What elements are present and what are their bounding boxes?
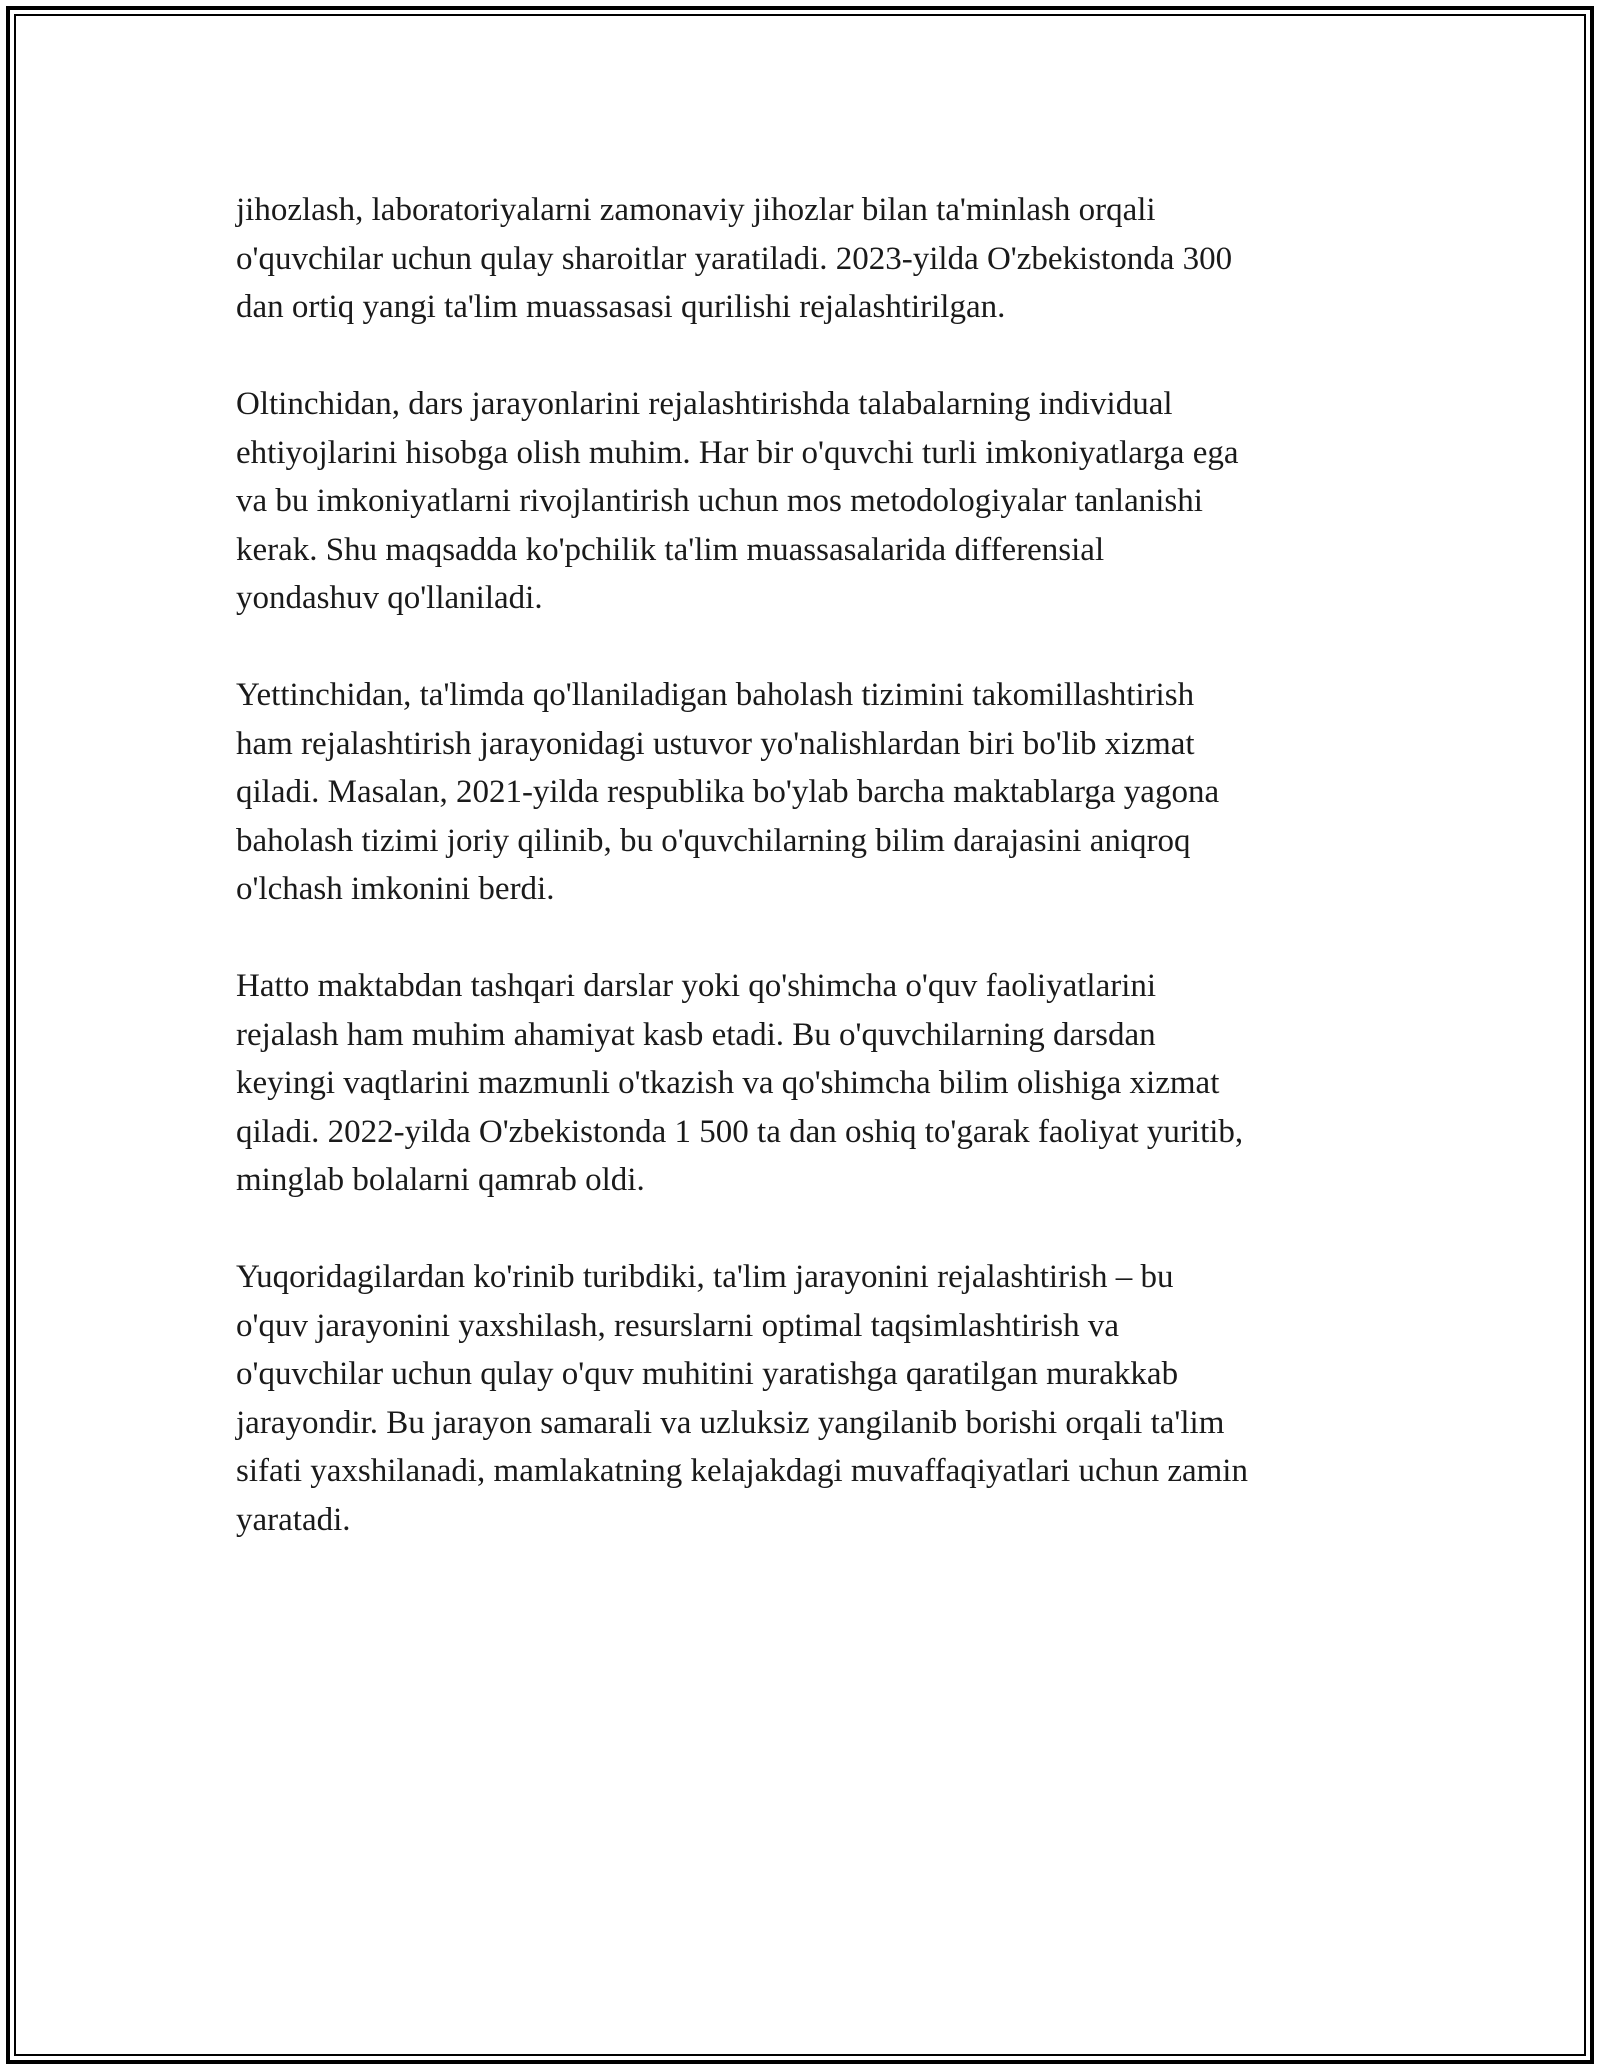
paragraph bbox=[236, 671, 1386, 914]
document-body bbox=[236, 186, 1386, 1593]
text-line: keyingi vaqtlarini mazmunli o'tkazish va qo'shimcha bilim olishiga xizmat bbox=[236, 1065, 1220, 1101]
text-line: sifati yaxshilanadi, mamlakatning kelajakdagi muvaffaqiyatlari uchun zamin bbox=[236, 1453, 1248, 1489]
text-line: dan ortiq yangi ta'lim muassasasi qurilishi rejalashtirilgan. bbox=[236, 289, 1006, 325]
text-line: qiladi. 2022-yilda O'zbekistonda 1 500 ta dan oshiq to'garak faoliyat yuritib, bbox=[236, 1113, 1244, 1150]
text-line: o'quvchilar uchun qulay sharoitlar yaratiladi. 2023-yilda O'zbekistonda 300 bbox=[236, 240, 1233, 277]
text-line: yaratadi. bbox=[236, 1501, 351, 1538]
paragraph bbox=[236, 1253, 1386, 1544]
paragraph bbox=[236, 962, 1386, 1205]
text-line: yondashuv qo'llaniladi. bbox=[236, 580, 543, 616]
text-line: o'quvchilar uchun qulay o'quv muhitini yaratishga qaratilgan murakkab bbox=[236, 1356, 1179, 1392]
text-line: Oltinchidan, dars jarayonlarini rejalashtirishda talabalarning individual bbox=[236, 386, 1173, 422]
text-line: Yuqoridagilardan ko'rinib turibdiki, ta'lim jarayonini rejalashtirish – bu bbox=[236, 1259, 1174, 1295]
text-line: o'lchash imkonini berdi. bbox=[236, 871, 555, 907]
text-line: ehtiyojlarini hisobga olish muhim. Har bir o'quvchi turli imkoniyatlarga ega bbox=[236, 434, 1239, 471]
text-line: kerak. Shu maqsadda ko'pchilik ta'lim muassasalarida differensial bbox=[236, 531, 1105, 568]
text-line: qiladi. Masalan, 2021-yilda respublika bo'ylab barcha maktablarga yagona bbox=[236, 774, 1220, 810]
text-line: jihozlash, laboratoriyalarni zamonaviy jihozlar bilan ta'minlash orqali bbox=[236, 192, 1156, 228]
text-line: ham rejalashtirish jarayonidagi ustuvor yo'nalishlardan biri bo'lib xizmat bbox=[236, 725, 1195, 762]
text-line: Yettinchidan, ta'limda qo'llaniladigan baholash tizimini takomillashtirish bbox=[236, 677, 1195, 713]
paragraph bbox=[236, 186, 1386, 332]
text-line: va bu imkoniyatlarni rivojlantirish uchun mos metodologiyalar tanlanishi bbox=[236, 483, 1203, 519]
text-line: minglab bolalarni qamrab oldi. bbox=[236, 1162, 645, 1198]
paragraph bbox=[236, 380, 1386, 623]
text-line: rejalash ham muhim ahamiyat kasb etadi. Bu o'quvchilarning darsdan bbox=[236, 1016, 1156, 1053]
text-line: baholash tizimi joriy qilinib, bu o'quvchilarning bilim darajasini aniqroq bbox=[236, 822, 1191, 859]
text-line: jarayondir. Bu jarayon samarali va uzluksiz yangilanib borishi orqali ta'lim bbox=[236, 1404, 1225, 1441]
text-line: o'quv jarayonini yaxshilash, resurslarni optimal taqsimlashtirish va bbox=[236, 1307, 1120, 1344]
text-line: Hatto maktabdan tashqari darslar yoki qo'shimcha o'quv faoliyatlarini bbox=[236, 968, 1157, 1004]
